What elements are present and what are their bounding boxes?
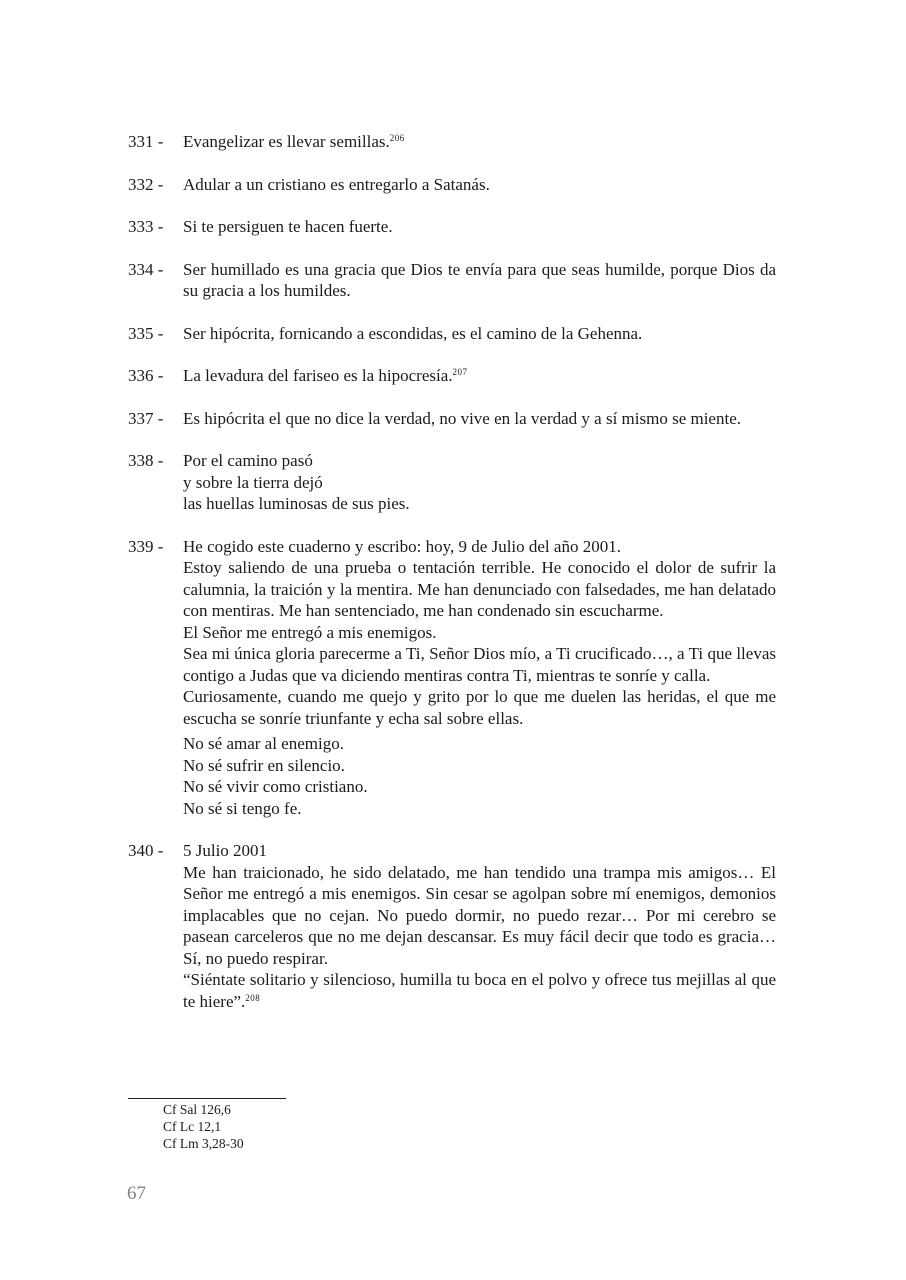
entry xyxy=(128,536,776,820)
entry-line: 5 Julio 2001 xyxy=(183,841,268,860)
footnote: Cf Lc 12,1 xyxy=(163,1119,222,1134)
entry xyxy=(128,365,776,387)
footnotes-list xyxy=(163,1101,244,1152)
footnote: Cf Lm 3,28-30 xyxy=(163,1136,244,1151)
entry-body xyxy=(183,536,776,820)
entry-body xyxy=(183,365,776,387)
entry-paragraph: Curiosamente, cuando me quejo y grito por lo que me duelen las heridas, el que me escucha se sonríe triunfante y echa sal sobre ellas. xyxy=(183,687,776,728)
entry-body xyxy=(183,216,776,238)
entry-number: 334 - xyxy=(128,259,164,279)
entry-line: Adular a un cristiano es entregarlo a Satanás. xyxy=(183,174,490,194)
entry-line: La levadura del fariseo es la hipocresía.$^{207}$ xyxy=(183,366,468,385)
footnote-separator xyxy=(128,1098,286,1099)
entry-line: Ser hipócrita, fornicando a escondidas, es el camino de la Gehenna. xyxy=(183,323,643,343)
entry-body xyxy=(183,840,776,1012)
entry xyxy=(128,174,776,196)
entry-line: He cogido este cuaderno y escribo: hoy, 9 de Julio del año 2001. xyxy=(183,536,621,556)
entry-body xyxy=(183,450,776,515)
page-number: 67 xyxy=(127,1183,146,1204)
entry-line: No sé amar al enemigo. xyxy=(183,734,344,753)
entry-paragraph: “Siéntate solitario y silencioso, humilla tu boca en el polvo y ofrece tus mejillas al que te hiere”.$^{208}$ xyxy=(183,970,776,1011)
entry-line-group xyxy=(183,450,776,515)
entry-paragraph: Ser humillado es una gracia que Dios te envía para que seas humilde, porque Dios da su gracia a los humildes. xyxy=(183,259,776,300)
entry-line: No sé sufrir en silencio. xyxy=(183,755,345,775)
entry-line: las huellas luminosas de sus pies. xyxy=(183,494,410,513)
entry-paragraph: El Señor me entregó a mis enemigos. xyxy=(183,622,437,642)
entry-number: 339 - xyxy=(128,536,164,556)
entry-body xyxy=(183,174,776,196)
entry-paragraph: Sea mi única gloria parecerme a Ti, Señor Dios mío, a Ti crucificado…, a Ti que llevas contigo a Judas que va diciendo mentiras contra Ti, mientras te sonríe y calla. xyxy=(183,644,776,685)
entry xyxy=(128,259,776,302)
entry-number: 332 - xyxy=(128,174,164,194)
entry-number: 338 - xyxy=(128,451,164,470)
entry-paragraph: Es hipócrita el que no dice la verdad, no vive en la verdad y a sí mismo se miente. xyxy=(183,408,741,428)
footnote: Cf Sal 126,6 xyxy=(163,1102,231,1117)
entry-line: No sé si tengo fe. xyxy=(183,798,302,818)
entry-number: 335 - xyxy=(128,323,164,343)
footnote-ref: 206 xyxy=(389,133,405,143)
entry-body xyxy=(183,259,776,302)
entry-body xyxy=(183,408,776,430)
entry-body xyxy=(183,323,776,345)
entries-list xyxy=(128,131,776,1033)
entry-number: 333 - xyxy=(128,217,164,236)
entry-line: Evangelizar es llevar semillas.$^{206}$ xyxy=(183,132,405,151)
entry-paragraph: Me han traicionado, he sido delatado, me han tendido una trampa mis amigos… El Señor me entregó a mis enemigos. Sin cesar se agolpan sobre mí enemigos, demonios implacables que no cejan. No puedo dormir, no puedo rezar… Por mi cerebro se pasean carceleros que no me dejan descansar. Es muy fácil decir que todo es gracia… Sí, no puedo respirar. xyxy=(183,862,776,968)
entry xyxy=(128,408,776,430)
footnote-ref: 207 xyxy=(452,367,468,377)
entry-line: Por el camino pasó xyxy=(183,451,313,470)
entry xyxy=(128,840,776,1012)
entry xyxy=(128,216,776,238)
entry-line-group xyxy=(183,733,776,819)
entry-number: 331 - xyxy=(128,132,164,151)
entry xyxy=(128,323,776,345)
footnote-ref: 208 xyxy=(245,992,261,1003)
entry-number: 336 - xyxy=(128,366,164,385)
entry-line: y sobre la tierra dejó xyxy=(183,472,323,492)
entry xyxy=(128,131,776,153)
entry-line: No sé vivir como cristiano. xyxy=(183,777,368,796)
entry-number: 340 - xyxy=(128,841,164,860)
entry-line: Si te persiguen te hacen fuerte. xyxy=(183,217,393,236)
entry-paragraph: Estoy saliendo de una prueba o tentación terrible. He conocido el dolor de sufrir la calumnia, la traición y la mentira. Me han denunciado con falsedades, me han delatado con mentiras. Me han sentenciado, me han condenado sin escucharme. xyxy=(183,558,776,620)
entry-body xyxy=(183,131,776,153)
entry-number: 337 - xyxy=(128,408,164,428)
entry xyxy=(128,450,776,515)
